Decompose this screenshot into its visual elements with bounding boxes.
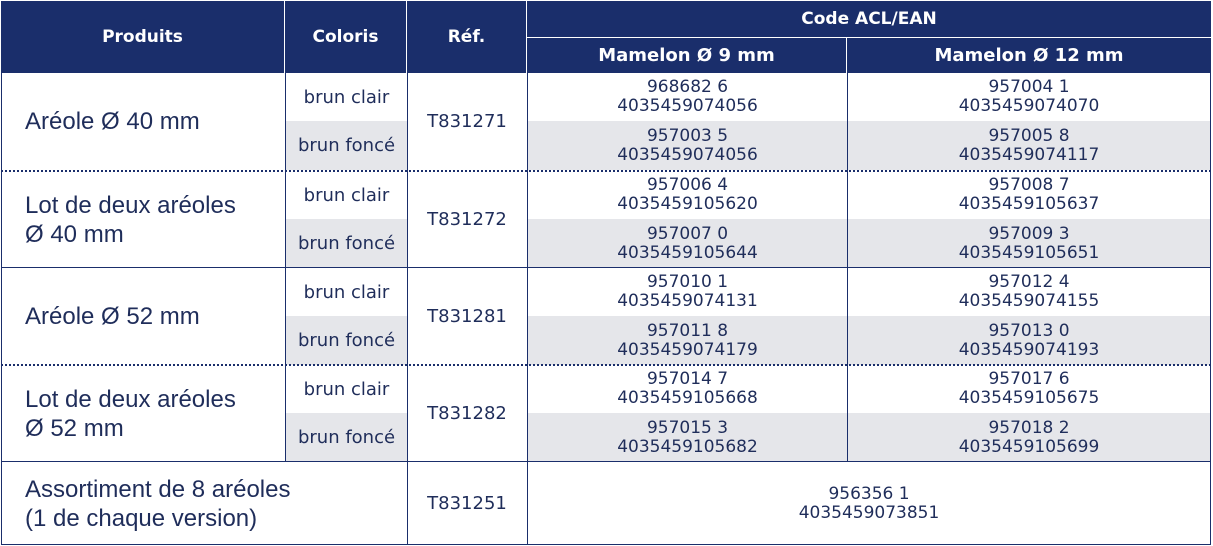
header-mamelon-12: Mamelon Ø 12 mm xyxy=(847,38,1211,73)
code-mamelon-9 xyxy=(528,171,847,219)
code-mamelon-12 xyxy=(848,413,1210,462)
product-name-line1: Lot de deux aréoles xyxy=(25,385,236,413)
table-border-left xyxy=(1,73,2,545)
coloris-cell: brun clair xyxy=(303,86,390,108)
product-name-line1: Lot de deux aréoles xyxy=(25,191,236,219)
product-ref: T831251 xyxy=(427,493,507,514)
product-name-line2: Ø 52 mm xyxy=(25,414,124,442)
ean-code: 4035459074155 xyxy=(958,291,1100,311)
acl-code: 957004 1 xyxy=(988,77,1070,97)
product-name xyxy=(1,365,285,462)
acl-code: 957012 4 xyxy=(988,272,1070,292)
column-divider-code xyxy=(527,73,528,545)
product-name-line2: Ø 40 mm xyxy=(25,220,124,248)
ean-code: 4035459074056 xyxy=(617,96,758,116)
ean-code: 4035459074117 xyxy=(958,144,1100,165)
code-mamelon-12 xyxy=(848,171,1210,219)
acl-code: 957005 8 xyxy=(988,125,1070,146)
ean-code: 4035459105699 xyxy=(958,436,1100,457)
acl-code: 957009 3 xyxy=(988,223,1070,244)
product-ref: T831271 xyxy=(427,111,507,132)
ean-code: 4035459105651 xyxy=(958,242,1100,263)
ean-code: 4035459105682 xyxy=(617,436,758,457)
ean-code: 4035459074179 xyxy=(617,339,758,360)
coloris-cell: brun clair xyxy=(303,281,390,303)
code-mamelon-9 xyxy=(528,316,847,365)
code-mamelon-9 xyxy=(528,121,847,170)
code-mamelon-9 xyxy=(528,268,847,316)
acl-code: 956356 1 xyxy=(828,483,910,504)
column-divider-mamelon xyxy=(847,73,848,462)
acl-code: 957015 3 xyxy=(646,417,729,438)
product-name xyxy=(1,171,285,268)
header-produits: Produits xyxy=(1,1,285,73)
ean-code: 4035459105668 xyxy=(617,388,758,408)
header-mamelon-9: Mamelon Ø 9 mm xyxy=(527,38,847,73)
ean-code: 4035459105620 xyxy=(617,194,758,214)
acl-code: 957017 6 xyxy=(988,369,1070,389)
ean-code: 4035459074193 xyxy=(958,339,1100,360)
code-mamelon-9 xyxy=(528,365,847,413)
acl-code: 957007 0 xyxy=(646,223,729,244)
ean-code: 4035459074070 xyxy=(958,96,1100,116)
product-name-line1: Aréole Ø 40 mm xyxy=(25,108,200,135)
product-code-table xyxy=(1,1,1211,545)
product-name-line1: Assortiment de 8 aréoles xyxy=(25,475,291,503)
coloris-cell: brun foncé xyxy=(286,219,407,268)
ean-code: 4035459074056 xyxy=(617,144,758,165)
product-name-line1: Aréole Ø 52 mm xyxy=(25,303,200,330)
column-divider-coloris xyxy=(285,73,286,462)
ean-code: 4035459105675 xyxy=(958,388,1100,408)
code-mamelon-12 xyxy=(848,316,1210,365)
ean-code: 4035459105637 xyxy=(958,194,1100,214)
coloris-cell: brun foncé xyxy=(286,316,407,365)
header-code-acl-ean: Code ACL/EAN xyxy=(527,1,1211,37)
code-mamelon-12 xyxy=(848,268,1210,316)
header-ref: Réf. xyxy=(407,1,527,73)
product-ref: T831281 xyxy=(427,306,507,327)
code-mamelon-12 xyxy=(848,121,1210,170)
product-ref: T831272 xyxy=(427,209,507,230)
product-name xyxy=(1,73,285,170)
coloris-cell: brun foncé xyxy=(286,121,407,170)
code-mamelon-9 xyxy=(528,219,847,268)
acl-code: 957011 8 xyxy=(646,320,729,341)
product-name xyxy=(1,462,407,545)
product-name-line2: (1 de chaque version) xyxy=(25,504,258,532)
acl-code: 957010 1 xyxy=(646,272,729,292)
acl-code: 968682 6 xyxy=(646,77,729,97)
ean-code: 4035459073851 xyxy=(798,502,940,523)
assortment-code xyxy=(527,462,1211,545)
code-mamelon-12 xyxy=(848,73,1210,121)
code-mamelon-12 xyxy=(848,219,1210,268)
table-border-right xyxy=(1210,73,1211,545)
code-mamelon-9 xyxy=(528,413,847,462)
coloris-cell: brun foncé xyxy=(286,413,407,462)
acl-code: 957014 7 xyxy=(646,369,729,389)
ean-code: 4035459074131 xyxy=(617,291,758,311)
code-mamelon-12 xyxy=(848,365,1210,413)
acl-code: 957003 5 xyxy=(646,125,729,146)
coloris-cell: brun clair xyxy=(303,184,390,206)
acl-code: 957008 7 xyxy=(988,175,1070,195)
product-ref: T831282 xyxy=(427,403,507,424)
coloris-cell: brun clair xyxy=(303,378,390,400)
acl-code: 957006 4 xyxy=(646,175,729,195)
column-divider-ref xyxy=(407,73,408,545)
ean-code: 4035459105644 xyxy=(617,242,758,263)
table-border-bottom xyxy=(1,544,1211,545)
acl-code: 957018 2 xyxy=(988,417,1070,438)
product-name xyxy=(1,268,285,365)
header-coloris: Coloris xyxy=(285,1,407,73)
acl-code: 957013 0 xyxy=(988,320,1070,341)
code-mamelon-9 xyxy=(528,73,847,121)
